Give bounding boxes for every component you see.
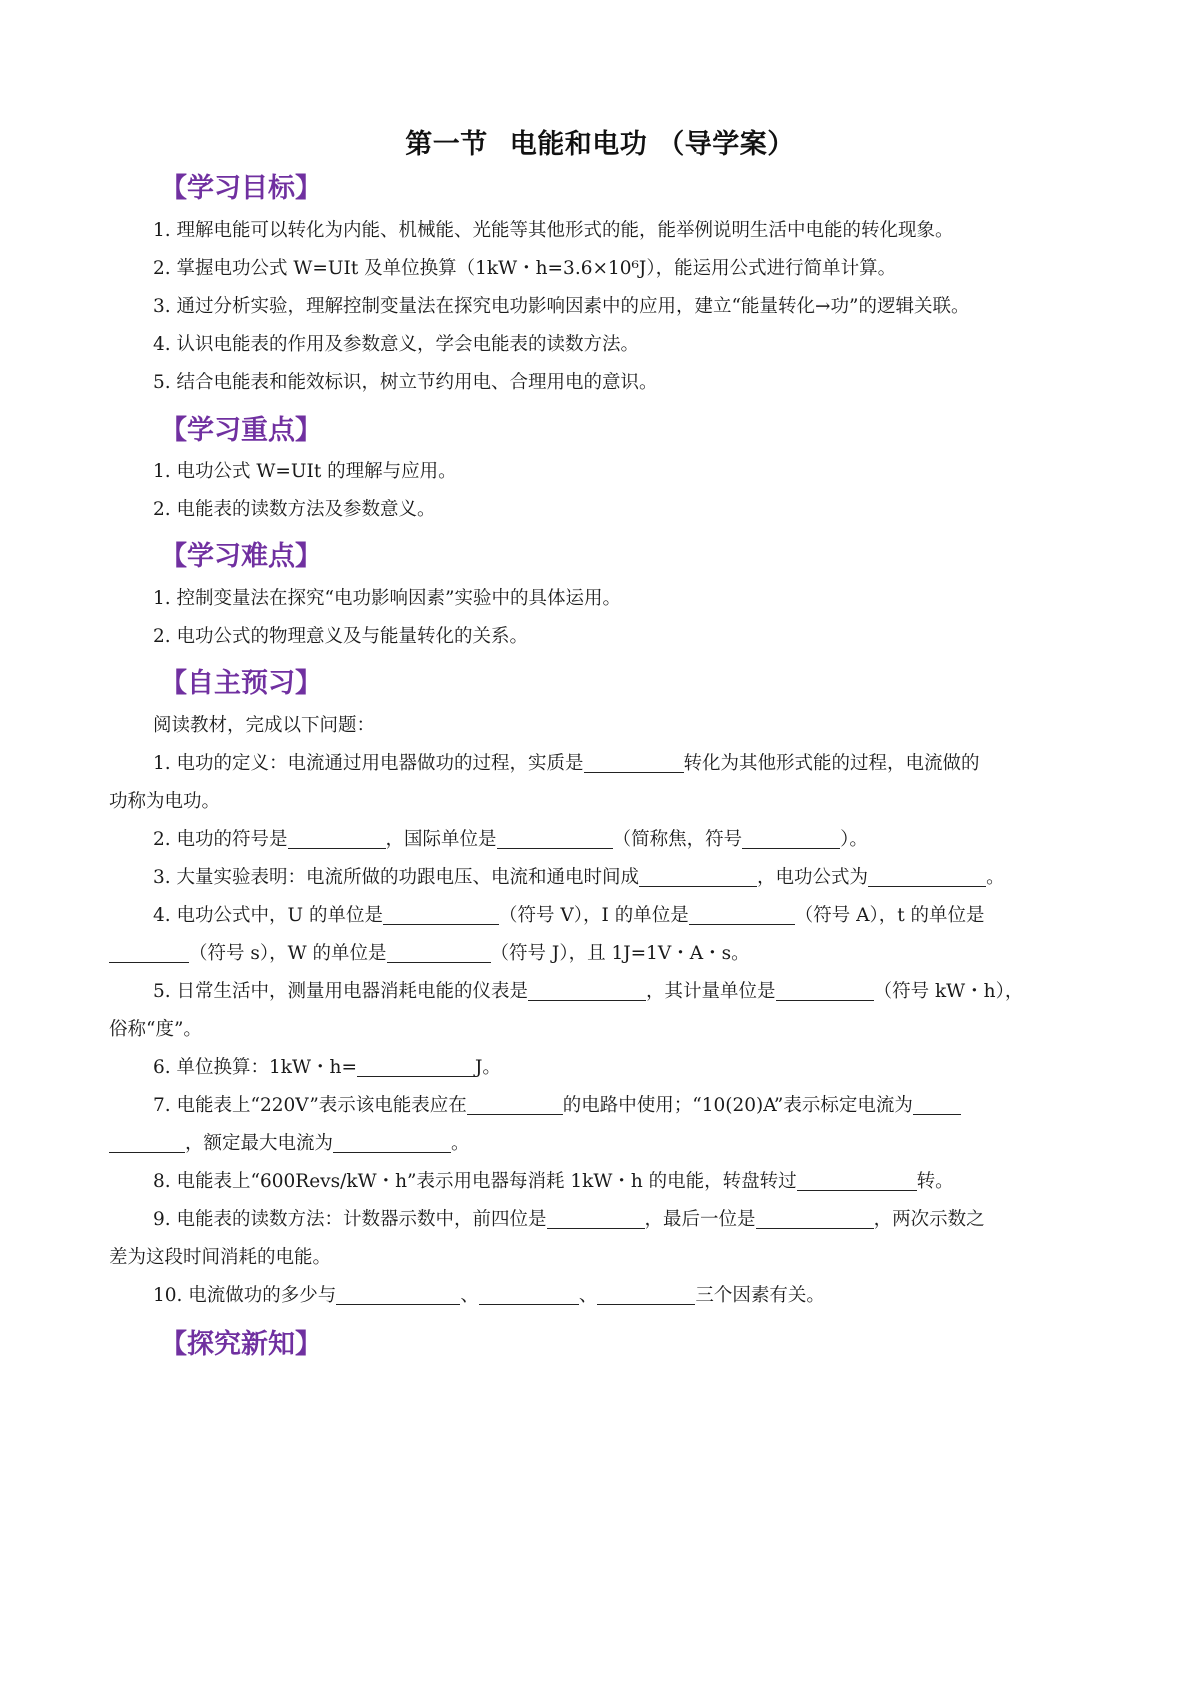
question-5-line-2: 俗称“度”。 bbox=[109, 1019, 202, 1040]
answer-blank[interactable] bbox=[756, 1208, 874, 1229]
preview-heading: 【自主预习】 bbox=[160, 668, 322, 699]
question-7-line-2: ，额定最大电流为 。 bbox=[109, 1131, 470, 1157]
question-9-line-1: 9. 电能表的读数方法：计数器示数中，前四位是 ，最后一位是 ，两次示数之 bbox=[153, 1209, 985, 1230]
page-title bbox=[0, 122, 1200, 161]
explore-heading: 【探究新知】 bbox=[160, 1329, 322, 1360]
goal-item-5: 5. 结合电能表和能效标识，树立节约用电、合理用电的意识。 bbox=[153, 372, 658, 393]
answer-blank[interactable] bbox=[597, 1284, 695, 1305]
question-10: 10. 电流做功的多少与 、 、 三个因素有关。 bbox=[153, 1285, 825, 1306]
preview-intro: 阅读教材，完成以下问题： bbox=[153, 715, 376, 736]
difficulty-item-2: 2. 电功公式的物理意义及与能量转化的关系。 bbox=[153, 626, 529, 647]
answer-blank[interactable] bbox=[913, 1094, 961, 1115]
answer-blank[interactable] bbox=[383, 904, 499, 925]
answer-blank[interactable] bbox=[333, 1132, 451, 1153]
difficulty-item-1: 1. 控制变量法在探究“电功影响因素”实验中的具体运用。 bbox=[153, 588, 621, 609]
answer-blank[interactable] bbox=[336, 1284, 460, 1305]
key-point-item-2: 2. 电能表的读数方法及参数意义。 bbox=[153, 499, 436, 520]
answer-blank[interactable] bbox=[467, 1094, 563, 1115]
answer-blank[interactable] bbox=[387, 942, 491, 963]
answer-blank[interactable] bbox=[689, 904, 795, 925]
answer-blank[interactable] bbox=[639, 866, 757, 887]
question-4-line-1: 4. 电功公式中，U 的单位是 （符号 V），I 的单位是 （符号 A），t 的单位是 bbox=[153, 905, 985, 926]
answer-blank[interactable] bbox=[109, 942, 189, 963]
answer-blank[interactable] bbox=[479, 1284, 579, 1305]
answer-blank[interactable] bbox=[497, 828, 613, 849]
answer-blank[interactable] bbox=[797, 1170, 917, 1191]
question-8: 8. 电能表上“600Revs/kW・h”表示用电器每消耗 1kW・h 的电能，转盘转过 转。 bbox=[153, 1171, 954, 1192]
question-6: 6. 单位换算：1kW・h= J。 bbox=[153, 1057, 501, 1078]
answer-blank[interactable] bbox=[288, 828, 386, 849]
question-7-line-1: 7. 电能表上“220V”表示该电能表应在 的电路中使用；“10(20)A”表示标定电流为 bbox=[153, 1093, 961, 1119]
answer-blank[interactable] bbox=[357, 1056, 475, 1077]
goal-item-1: 1. 理解电能可以转化为内能、机械能、光能等其他形式的能，能举例说明生活中电能的转化现象。 bbox=[153, 220, 954, 241]
answer-blank[interactable] bbox=[776, 980, 874, 1001]
question-2: 2. 电功的符号是 ，国际单位是 （简称焦，符号 ）。 bbox=[153, 829, 868, 850]
answer-blank[interactable] bbox=[584, 752, 684, 773]
goal-item-3: 3. 通过分析实验，理解控制变量法在探究电功影响因素中的应用，建立“能量转化→功”的逻辑关联。 bbox=[153, 296, 970, 317]
question-1-line-2: 功称为电功。 bbox=[109, 791, 221, 812]
goal-item-4: 4. 认识电能表的作用及参数意义，学会电能表的读数方法。 bbox=[153, 334, 640, 355]
title-section: 第一节 bbox=[405, 129, 488, 160]
goals-heading: 【学习目标】 bbox=[160, 173, 322, 204]
question-3: 3. 大量实验表明：电流所做的功跟电压、电流和通电时间成 ，电功公式为 。 bbox=[153, 867, 1005, 888]
question-4-line-2: （符号 s），W 的单位是 （符号 J），且 1J=1V・A・s。 bbox=[109, 941, 750, 967]
key-point-item-1: 1. 电功公式 W=UIt 的理解与应用。 bbox=[153, 461, 457, 482]
key-points-heading: 【学习重点】 bbox=[160, 415, 322, 446]
answer-blank[interactable] bbox=[868, 866, 986, 887]
answer-blank[interactable] bbox=[547, 1208, 645, 1229]
question-9-line-2: 差为这段时间消耗的电能。 bbox=[109, 1247, 332, 1268]
title-topic: 电能和电功 （导学案） bbox=[509, 129, 795, 160]
answer-blank[interactable] bbox=[528, 980, 646, 1001]
answer-blank[interactable] bbox=[742, 828, 840, 849]
question-1-line-1: 1. 电功的定义：电流通过用电器做功的过程，实质是 转化为其他形式能的过程，电流做的 bbox=[153, 753, 980, 774]
difficulties-heading: 【学习难点】 bbox=[160, 541, 322, 572]
goal-item-2: 2. 掌握电功公式 W=UIt 及单位换算（1kW・h=3.6×10⁶J），能运用公式进行简单计算。 bbox=[153, 258, 897, 279]
question-5-line-1: 5. 日常生活中，测量用电器消耗电能的仪表是 ，其计量单位是 （符号 kW・h）， bbox=[153, 981, 1024, 1002]
answer-blank[interactable] bbox=[109, 1132, 185, 1153]
